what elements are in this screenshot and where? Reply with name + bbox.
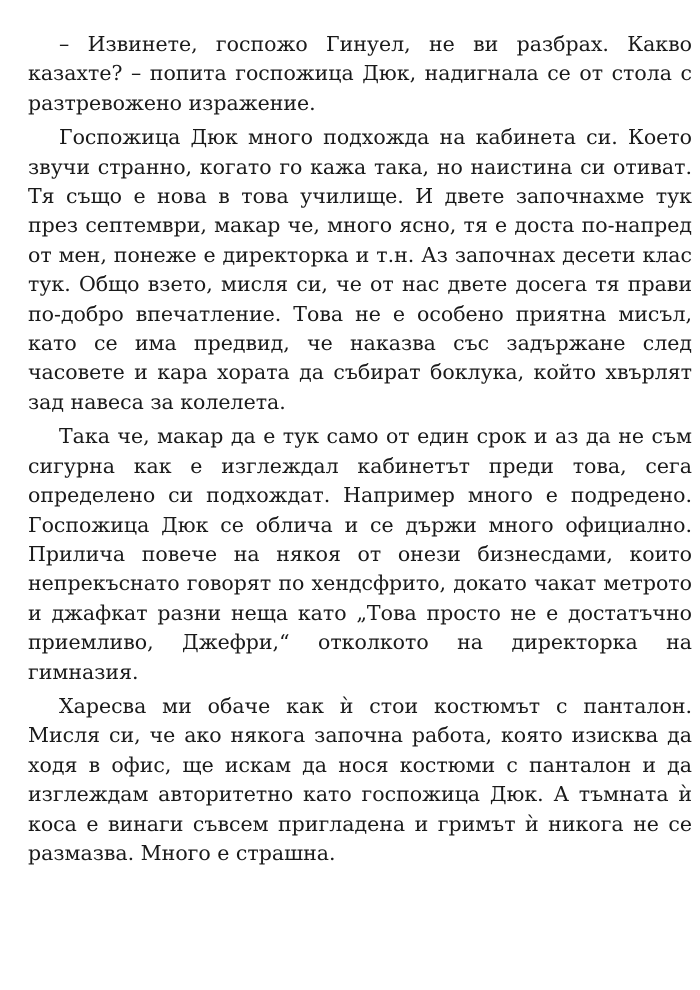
paragraph-2: Госпожица Дюк много подхожда на кабинета си. Което звучи странно, когато го кажа така, но наистина си отиват. Тя също е нова в това училище. И двете започнахме тук през септември, макар че, много ясно, тя е доста по-напред от мен, понеже е директорка и т.н. Аз започнах десети клас тук. Общо взето, мисля си, че от нас двете досега тя прави по-добро впечатление. Това не е особено приятна мисъл, като се има предвид, че наказва със задържане след часовете и кара хората да събират боклука, който хвърлят зад навеса за колелета.	[28, 125, 692, 414]
paragraph-4: Харесва ми обаче как ѝ стои костюмът с панталон. Мисля си, че ако някога започна работа, която изисква да ходя в офис, ще искам да нося костюми с панталон и да изглеждам авторитетно като госпожица Дюк. А тъмната ѝ коса е винаги съвсем пригладена и гримът ѝ никога не се размазва. Много е страшна.	[28, 693, 692, 865]
paragraph-3: Така че, макар да е тук само от един срок и аз да не съм сигурна как е изглеждал кабинетът преди това, сега определено си подхождат. Например много е подредено. Госпожица Дюк се облича и се държи много официално. Прилича повече на някоя от онези бизнесдами, които непрекъснато говорят по хендсфрито, докато чакат метрото и джафкат разни неща като „Това просто не е достатъчно приемливо, Джефри,“ отколкото на директорка на гимназия.	[28, 424, 692, 684]
book-page-text	[28, 30, 692, 873]
paragraph-1: – Извинете, госпожо Гинуел, не ви разбрах. Какво казахте? – попита госпожица Дюк, надигнала се от стола с разтревожено изражение.	[28, 32, 692, 115]
